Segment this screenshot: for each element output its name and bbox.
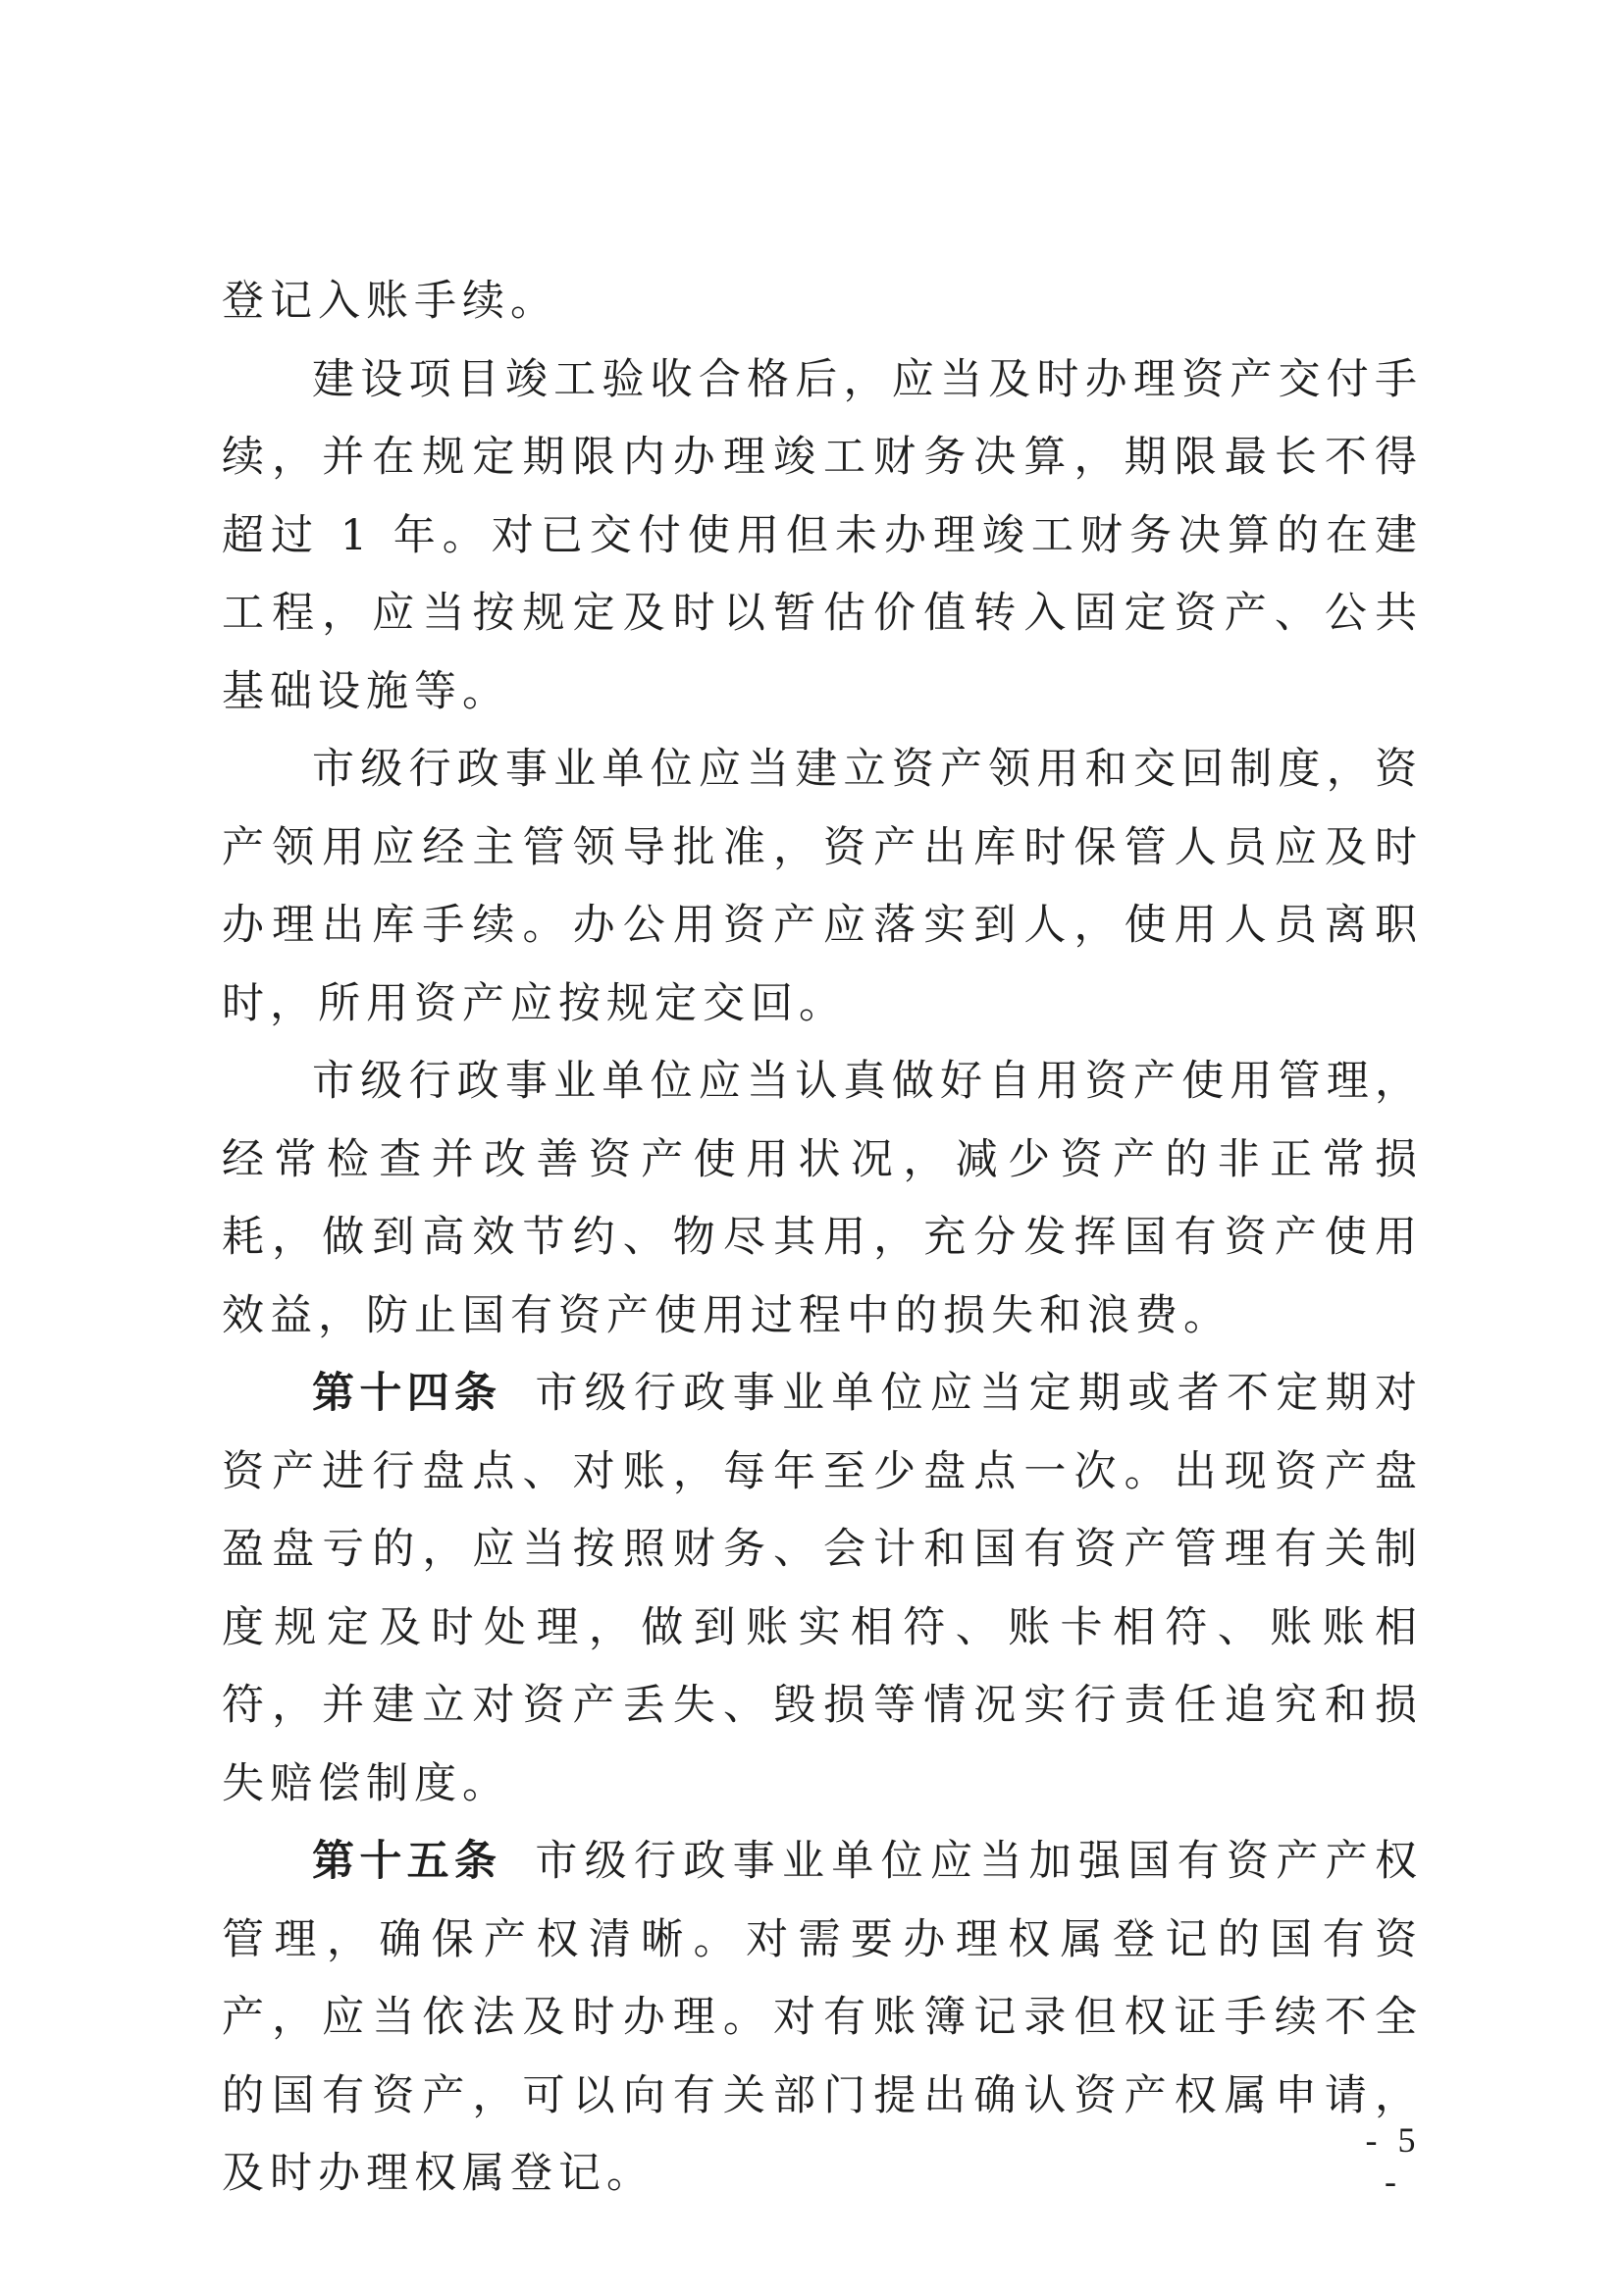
paragraph-text: 市级行政事业单位应当建立资产领用和交回制度，资产领用应经主管领导批准，资产出库时保管人员应及时办理出库手续。办公用资产应落实到人，使用人员离职时，所用资产应按规定交回。 xyxy=(222,745,1423,1028)
paragraph-asset-requisition xyxy=(222,731,1423,1043)
article-heading: 第十五条 xyxy=(312,1837,502,1886)
article-heading: 第十四条 xyxy=(312,1369,502,1418)
paragraph-asset-use-management xyxy=(222,1043,1423,1355)
page-number: - 5 - xyxy=(1365,2120,1422,2201)
document-body xyxy=(222,263,1423,2214)
paragraph-continuation xyxy=(222,263,1423,341)
paragraph-text: 建设项目竣工验收合格后，应当及时办理资产交付手续，并在规定期限内办理竣工财务决算，期限最长不得超过 1 年。对已交付使用但未办理竣工财务决算的在建工程，应当按规定及时以暂估价值转入固定资产、公共基础设施等。 xyxy=(222,354,1423,716)
paragraph-text: 市级行政事业单位应当定期或者不定期对资产进行盘点、对账，每年至少盘点一次。出现资产盘盈盘亏的，应当按照财务、会计和国有资产管理有关制度规定及时处理，做到账实相符、账卡相符、账账相符，并建立对资产丢失、毁损等情况实行责任追究和损失赔偿制度。 xyxy=(222,1369,1424,1808)
paragraph-text: 市级行政事业单位应当认真做好自用资产使用管理，经常检查并改善资产使用状况，减少资产的非正常损耗，做到高效节约、物尽其用，充分发挥国有资产使用效益，防止国有资产使用过程中的损失和浪费。 xyxy=(222,1057,1423,1340)
paragraph-text: 市级行政事业单位应当加强国有资产产权管理，确保产权清晰。对需要办理权属登记的国有资产，应当依法及时办理。对有账簿记录但权证手续不全的国有资产，可以向有关部门提出确认资产权属申请，及时办理权属登记。 xyxy=(222,1837,1424,2198)
article-15 xyxy=(222,1823,1423,2214)
article-14 xyxy=(222,1355,1423,1823)
paragraph-text: 登记入账手续。 xyxy=(222,277,558,326)
paragraph-project-completion xyxy=(222,341,1423,732)
